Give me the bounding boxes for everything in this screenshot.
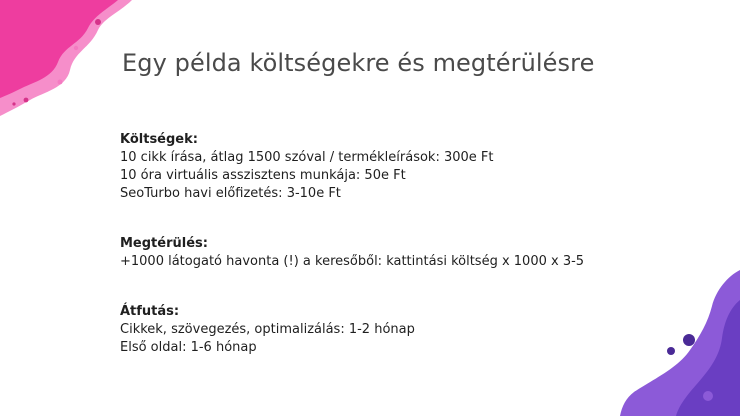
costs-line: 10 óra virtuális asszisztens munkája: 50e Ft <box>120 168 406 183</box>
pink-blob-decoration <box>0 0 132 116</box>
time-heading: Átfutás: <box>120 304 180 319</box>
return-heading: Megtérülés: <box>120 236 208 251</box>
costs-line: 10 cikk írása, átlag 1500 szóval / termékleírások: 300e Ft <box>120 150 494 165</box>
costs-heading: Költségek: <box>120 132 198 147</box>
purple-blob-decoration <box>620 270 740 416</box>
return-line: +1000 látogató havonta (!) a keresőből: kattintási költség x 1000 x 3-5 <box>120 254 585 269</box>
time-line: Cikkek, szövegezés, optimalizálás: 1-2 hónap <box>120 322 415 337</box>
time-line: Első oldal: 1-6 hónap <box>120 340 257 355</box>
costs-section <box>120 131 493 203</box>
time-section <box>120 303 415 357</box>
slide-title: Egy példa költségekre és megtérülésre <box>122 49 595 77</box>
costs-line: SeoTurbo havi előfizetés: 3-10e Ft <box>120 186 341 201</box>
return-section <box>120 235 584 271</box>
